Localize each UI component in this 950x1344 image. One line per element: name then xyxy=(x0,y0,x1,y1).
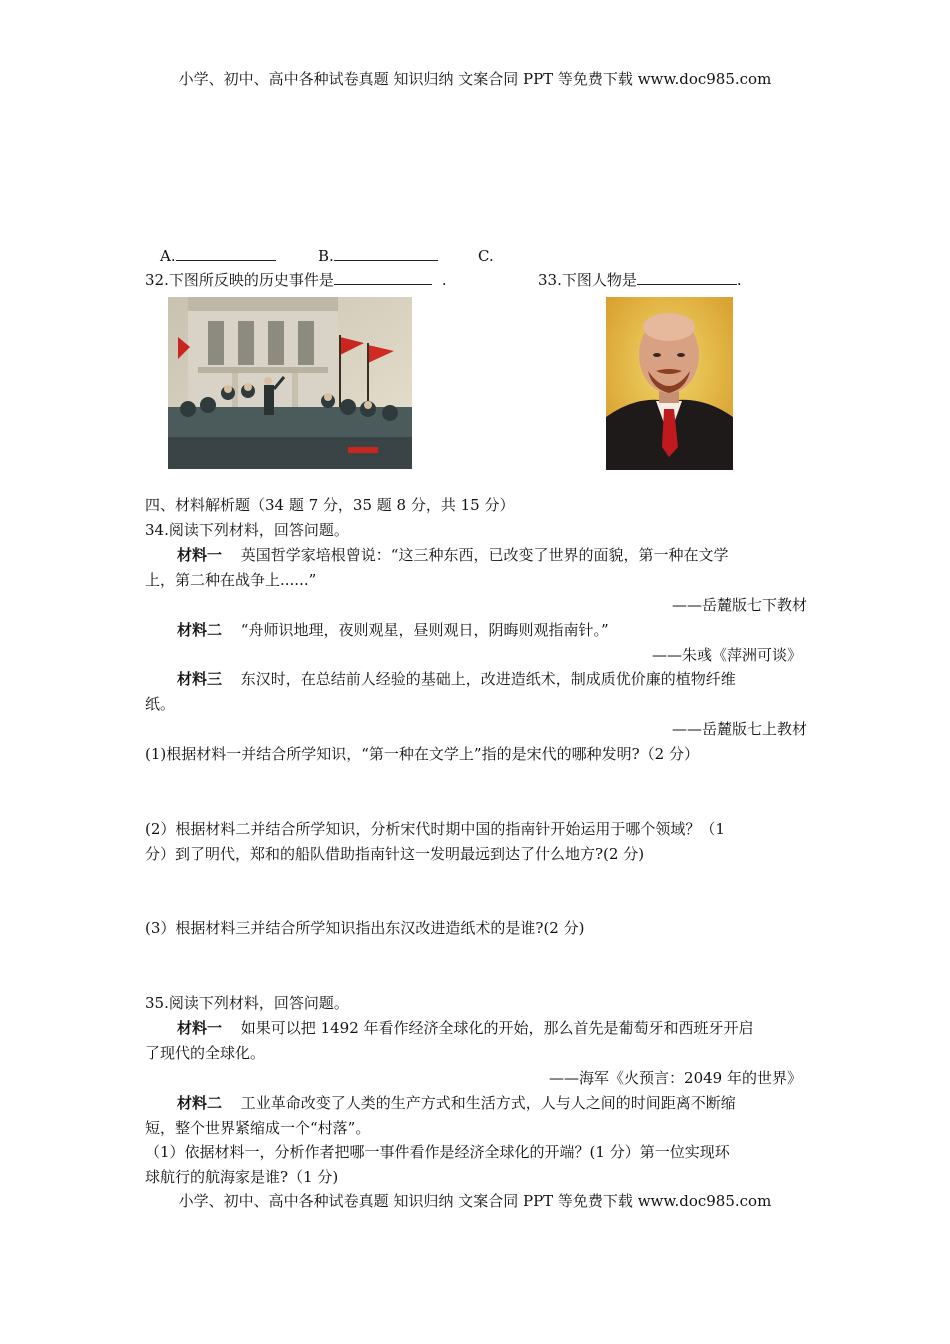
page-header: 小学、初中、高中各种试卷真题 知识归纳 文案合同 PPT 等免费下载 www.doc985.com xyxy=(178,70,772,88)
option-b-label: B. xyxy=(318,247,334,265)
option-a-blank[interactable] xyxy=(176,246,276,261)
q35-subquestion-1-line-1: （1）依据材料一，分析作者把哪一事件看作是经济全球化的开端？(1 分）第一位实现环 xyxy=(145,1143,730,1161)
option-c xyxy=(478,245,494,267)
q34-material-2-text: “舟师识地理，夜则观星，昼则观日，阴晦则观指南针。” xyxy=(240,621,609,639)
question-35-title: 35.阅读下列材料，回答问题。 xyxy=(145,994,349,1012)
portrait-illustration xyxy=(606,297,733,470)
question-32-period: . xyxy=(441,271,447,289)
q34-material-1-label: 材料一 xyxy=(177,546,223,564)
q34-material-3-label: 材料三 xyxy=(177,670,223,688)
q34-subquestion-3: (3）根据材料三并结合所学知识指出东汉改进造纸术的是谁?(2 分) xyxy=(145,919,585,937)
question-33-text: 33.下图人物是 xyxy=(538,271,637,289)
q34-material-1-source: ——岳麓版七下教材 xyxy=(671,596,807,614)
q34-material-2-label: 材料二 xyxy=(177,621,223,639)
question-32-text: 32.下图所反映的历史事件是 xyxy=(145,271,334,289)
page-footer: 小学、初中、高中各种试卷真题 知识归纳 文案合同 PPT 等免费下载 www.doc985.com xyxy=(178,1192,772,1210)
q34-subquestion-1: (1)根据材料一并结合所学知识，“第一种在文学上”指的是宋代的哪种发明?（2 分） xyxy=(145,745,699,763)
q35-material-1-text: 如果可以把 1492 年看作经济全球化的开始，那么首先是葡萄牙和西班牙开启 xyxy=(240,1019,754,1037)
q35-material-2-text: 工业革命改变了人类的生产方式和生活方式，人与人之间的时间距离不断缩 xyxy=(240,1094,736,1112)
q34-subquestion-2-line-2: 分）到了明代，郑和的船队借助指南针这一发明最远到达了什么地方?(2 分) xyxy=(145,845,645,863)
q34-subquestion-2-line-1: (2）根据材料二并结合所学知识，分析宋代时期中国的指南针开始运用于哪个领域？（1 xyxy=(145,820,725,838)
portrait-painting xyxy=(606,297,733,470)
q34-material-2-line-1 xyxy=(177,619,609,641)
q34-material-1-line-2: 上，第二种在战争上......” xyxy=(145,571,317,589)
section-4-heading: 四、材料解析题（34 题 7 分，35 题 8 分，共 15 分） xyxy=(145,496,515,514)
q35-material-1-label: 材料一 xyxy=(177,1019,223,1037)
q34-material-3-line-1 xyxy=(177,668,736,690)
question-33-blank[interactable] xyxy=(637,270,737,285)
q35-material-1-source: ——海军《火预言：2049 年的世界》 xyxy=(549,1069,802,1087)
q34-material-3-text: 东汉时，在总结前人经验的基础上，改进造纸术，制成质优价廉的植物纤维 xyxy=(240,670,736,688)
option-a xyxy=(160,245,276,267)
q34-material-2-source: ——朱彧《萍洲可谈》 xyxy=(651,646,802,664)
q34-material-3-source: ——岳麓版七上教材 xyxy=(671,720,807,738)
q35-subquestion-1-line-2: 球航行的航海家是谁?（1 分) xyxy=(145,1168,339,1186)
q34-material-3-line-2: 纸。 xyxy=(145,695,176,713)
option-b-blank[interactable] xyxy=(334,246,438,261)
question-34-title: 34.阅读下列材料，回答问题。 xyxy=(145,521,349,539)
question-32-blank[interactable] xyxy=(334,270,432,285)
option-a-label: A. xyxy=(160,247,176,265)
q35-material-2-label: 材料二 xyxy=(177,1094,223,1112)
q35-material-2-line-1 xyxy=(177,1092,736,1114)
question-33 xyxy=(538,269,742,291)
option-c-label: C. xyxy=(478,247,494,265)
revolution-painting-illustration xyxy=(168,297,412,469)
q34-material-1-line-1 xyxy=(177,544,728,566)
q35-material-1-line-1 xyxy=(177,1017,754,1039)
revolution-painting xyxy=(168,297,412,469)
q35-material-2-line-2: 短，整个世界紧缩成一个“村落”。 xyxy=(145,1119,371,1137)
q35-material-1-line-2: 了现代的全球化。 xyxy=(145,1044,266,1062)
option-b xyxy=(318,245,438,267)
question-33-period: . xyxy=(736,271,742,289)
question-32 xyxy=(145,269,447,291)
q34-material-1-text: 英国哲学家培根曾说：“这三种东西，已改变了世界的面貌，第一种在文学 xyxy=(240,546,729,564)
